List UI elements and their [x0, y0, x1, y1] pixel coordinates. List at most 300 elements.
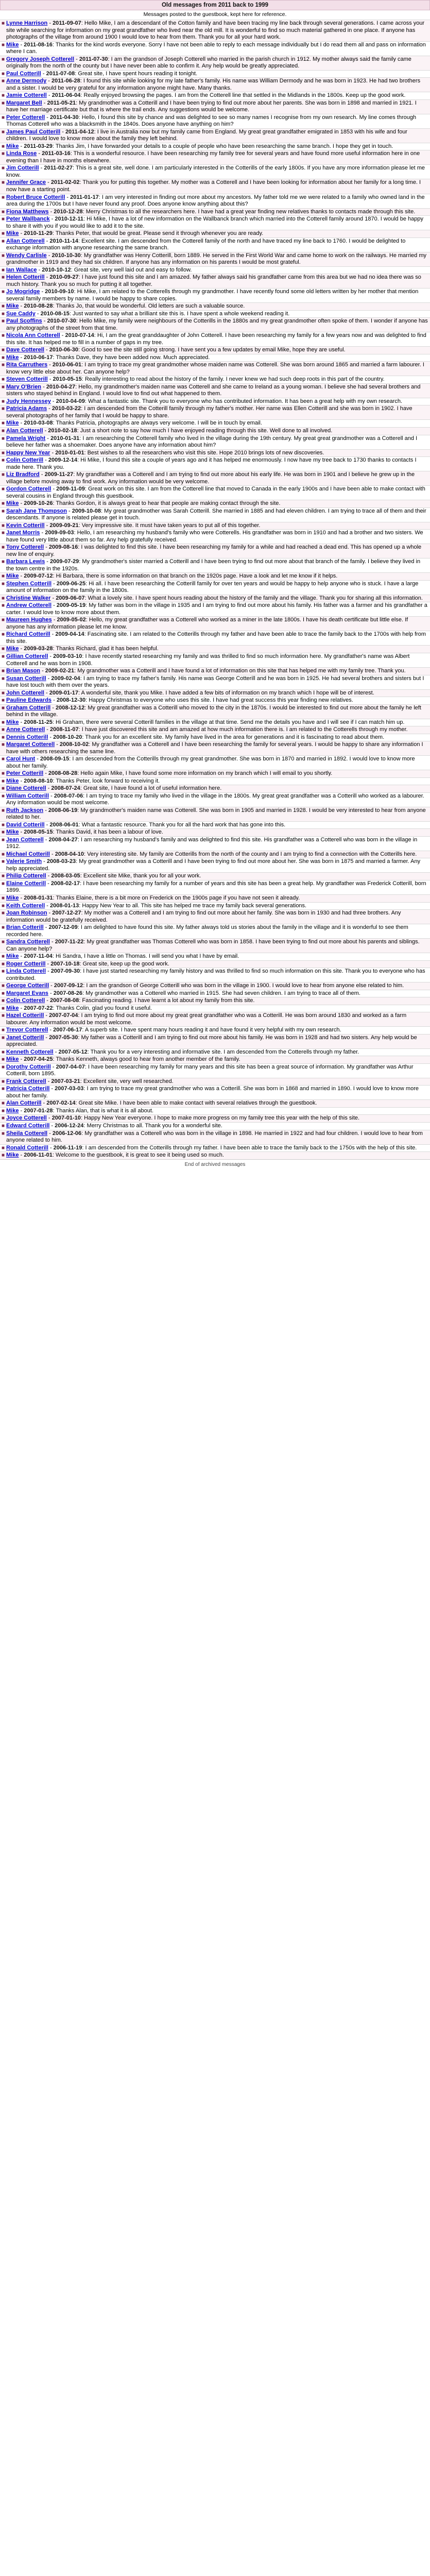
message-author-link[interactable]: Hazel Cotterill	[6, 1012, 44, 1019]
message-text-block: Graham Cotterill - 2008-12-12: My great grandfather was a Cotterill who moved to the city in the 1870s. I would be interested to find out more about the family he left behind in the village.	[6, 704, 421, 718]
message-date: 2008-04-27	[48, 836, 78, 843]
message-entry	[0, 953, 430, 960]
message-entry	[0, 354, 430, 362]
message-date: 2009-04-14	[55, 631, 84, 638]
message-author-link[interactable]: John Cotterell	[6, 689, 44, 696]
message-author-link[interactable]: Linda Cotterell	[6, 968, 46, 975]
message-date: 2011-09-07	[53, 20, 81, 27]
message-entry	[0, 1005, 430, 1012]
message-text-block: Rita Carruthers - 2010-06-01: I am trying to trace my great grandmother whose maiden name was Cotterell. She was born around 1865 and married a farm labourer. I know very little else about her. Can anyone help?	[6, 362, 424, 375]
message-text-block: Kevin Cotterill - 2009-09-21: Very impressive site. It must have taken years to put all of this together.	[6, 522, 261, 529]
message-date: 2008-10-02	[59, 741, 89, 748]
message-text-block: Trevor Cotterell - 2007-06-17: A superb site. I have spent many hours reading it and have found it very helpful with my own research.	[6, 1027, 341, 1033]
message-text-block: Linda Cotterell - 2007-09-30: I have just started researching my family history and was thrilled to find so much information on this site. Thank you to everyone who has contributed.	[6, 968, 425, 981]
message-author-link[interactable]: Linda Rose	[6, 150, 37, 157]
bullet-icon: ■	[1, 1108, 5, 1114]
message-text-block: Helen Cotterill - 2010-09-27: I have just found this site and I am amazed. My father always said his grandfather came from this area but we had no idea there was so much history. Thank you so much for putting it all together.	[6, 274, 421, 287]
message-author-link[interactable]: Tony Cotterell	[6, 544, 44, 551]
message-body: I live in Australia now but my family came from England. My great great grandfather emigrated in 1853 with his wife and four children. I would love to know more about the family they left behind.	[6, 128, 407, 142]
message-date: 2008-09-15	[40, 756, 70, 762]
message-author-link[interactable]: Sandra Cotterell	[6, 939, 50, 945]
message-body: Hi Barbara, there is some information on that branch on the 1920s page. Have a look and let me know if it helps.	[56, 573, 338, 580]
bullet-icon: ■	[1, 384, 5, 390]
message-body: My grandfather was a Cotterell who was born in the village in 1898. He married in 1922 and had four children. I would love to hear from anyone related to him.	[6, 1130, 423, 1144]
bullet-icon: ■	[1, 1078, 5, 1084]
message-date: 2010-03-22	[51, 405, 81, 412]
message-author-link[interactable]: Mary O'Brien	[6, 383, 42, 390]
message-date: 2010-06-17	[24, 354, 53, 361]
message-date: 2011-01-17	[70, 194, 99, 200]
message-author-link[interactable]: Joyce Cotterell	[6, 1115, 47, 1122]
message-body: My grandmother was a Cotterell who married in 1915. She had seven children. I am trying to trace all of them.	[85, 990, 360, 996]
message-entry	[0, 631, 430, 645]
message-date: 2010-01-31	[50, 435, 80, 442]
message-entry	[0, 208, 430, 216]
message-body: Just wanted to say what a brilliant site this is. I have spent a whole weekend reading it.	[73, 310, 290, 317]
message-author-link[interactable]: Patricia Adams	[6, 405, 47, 412]
message-author-link[interactable]: Roger Cotterill	[6, 960, 46, 967]
message-author-link[interactable]: Joan Robinson	[6, 910, 47, 917]
message-date: 2008-08-28	[48, 770, 78, 777]
message-body: I was delighted to find this site. I have been researching my family for a while and had reached a dead end. This has opened up a whole new line of enquiry.	[6, 544, 422, 557]
message-author-link[interactable]: Mike	[6, 1107, 19, 1114]
message-body: Hi Sandra, I have a little on Thomas. I will send you what I have by email.	[56, 953, 239, 960]
message-date: 2011-02-02	[50, 179, 80, 186]
message-author-link[interactable]: Mike	[6, 500, 19, 507]
message-text-block: Jim Cotterill - 2011-02-27: This is a great site, well done. I am particularly interested in the Cotterills of the early 1800s. If you have any more information please let me know.	[6, 165, 425, 178]
message-date: 2007-11-22	[55, 939, 84, 945]
message-date: 2011-03-29	[24, 143, 53, 149]
message-entry	[0, 274, 430, 288]
message-body: Hi all. I have been researching the Cotterill family for over ten years and would be happy to help anyone who is stuck. I have a large amount of information on the family in the 1800s.	[6, 580, 419, 594]
message-author-link[interactable]: Kenneth Cotterell	[6, 1048, 54, 1055]
message-entry	[0, 924, 430, 938]
message-date: 2009-11-27	[44, 471, 74, 478]
message-text-block: Paul Scoffins - 2010-07-30: Hello Mike, my family were neighbours of the Cotterills in the 1880s and my great grandmother often spoke of them. I wonder if anyone has any photographs of the street from that time.	[6, 318, 428, 331]
message-date: 2009-10-26	[24, 500, 53, 507]
message-text-block: Kenneth Cotterell - 2007-05-12: Thank you for a very interesting and informative site. I am descended from the Cotterells through my father.	[6, 1048, 359, 1055]
message-entry	[0, 968, 430, 982]
message-date: 2009-11-09	[56, 486, 85, 493]
message-author-link[interactable]: Anne Cotterell	[6, 726, 45, 733]
bullet-icon: ■	[1, 632, 5, 638]
message-author-link[interactable]: Valerie Smith	[6, 858, 42, 865]
message-author-link[interactable]: Kevin Cotterill	[6, 522, 45, 529]
message-date: 2010-06-30	[49, 347, 79, 353]
message-entry	[0, 653, 430, 667]
message-date: 2009-06-07	[56, 595, 85, 601]
bullet-icon: ■	[1, 333, 5, 339]
message-date: 2009-09-03	[45, 530, 74, 536]
bullet-icon: ■	[1, 289, 5, 295]
message-author-link[interactable]: Mike	[6, 829, 19, 836]
message-entry	[0, 1122, 430, 1130]
message-author-link[interactable]: Steven Cotterill	[6, 376, 48, 383]
message-text-block: Maureen Hughes - 2009-05-02: Hello, my great grandfather was a Cotterell who worked as a miner in the late 1800s. I have his death certificate but little else. If anyone has any information please let me know.	[6, 617, 408, 630]
bullet-icon: ■	[1, 1123, 5, 1129]
message-author-link[interactable]: Dorothy Cotterill	[6, 1063, 51, 1070]
message-date: 2008-07-24	[51, 785, 80, 792]
message-body: I am trying to trace my great grandmother who was a Cotterill. She was born in 1868 and married in 1890. I would love to know more about her family.	[6, 1086, 419, 1099]
message-author-link[interactable]: Pamela Wright	[6, 435, 46, 442]
message-entry	[0, 741, 430, 755]
message-author-link[interactable]: Anne Dermody	[6, 78, 47, 84]
message-author-link[interactable]: Paul Cotterill	[6, 70, 41, 77]
message-author-link[interactable]: Janet Cotterill	[6, 1034, 44, 1041]
message-body: Thanks Alan, that is what it is all about.	[56, 1107, 153, 1114]
message-entry	[0, 143, 430, 150]
message-author-link[interactable]: Barbara Lewis	[6, 558, 45, 565]
message-date: 2007-09-12	[54, 982, 83, 989]
message-body: Very impressive site. It must have taken years to put all of this together.	[81, 522, 261, 529]
message-author-link[interactable]: Happy New Year	[6, 449, 50, 456]
message-body: My grandfather was Henry Cotterill, born 1889. He served in the First World War and came home to work on the railways. He married my grandmother in 1919 and they had six children. If anyone has any information on his parents I would be most grateful.	[6, 252, 427, 266]
bullet-icon: ■	[1, 719, 5, 725]
bullet-icon: ■	[1, 311, 5, 317]
message-entry	[0, 1151, 430, 1159]
bullet-icon: ■	[1, 573, 5, 580]
message-entry	[0, 164, 430, 179]
message-entry	[0, 500, 430, 507]
bullet-icon: ■	[1, 42, 5, 48]
message-author-link[interactable]: Ronald Cotterill	[6, 1144, 48, 1151]
message-author-link[interactable]: Ruth Jackson	[6, 807, 44, 814]
message-author-link[interactable]: Colin Cotterell	[6, 997, 45, 1004]
message-entry	[0, 266, 430, 274]
message-date: 2007-06-17	[53, 1027, 82, 1033]
message-entry	[0, 982, 430, 990]
message-author-link[interactable]: Mike	[6, 354, 19, 361]
message-author-link[interactable]: Susan Cotterill	[6, 675, 46, 682]
message-body: Hi Graham, there were several Cotterill families in the village at that time. Send me the details you have and I will see if I can match him up.	[56, 719, 405, 725]
message-entry	[0, 507, 430, 522]
message-entry	[0, 238, 430, 252]
message-author-link[interactable]: Diane Cotterell	[6, 785, 46, 792]
bullet-icon: ■	[1, 559, 5, 565]
message-entry	[0, 1114, 430, 1122]
message-author-link[interactable]: Judy Hennessey	[6, 398, 51, 404]
message-author-link[interactable]: Margaret Evans	[6, 990, 48, 996]
bullet-icon: ■	[1, 1035, 5, 1041]
message-author-link[interactable]: Carol Hunt	[6, 756, 36, 762]
message-text-block: Richard Cotterill - 2009-04-14: Fascinating site. I am related to the Cotterills through my father and have been able to trace the family back to the 1700s with help from this site.	[6, 631, 426, 645]
message-author-link[interactable]: Mike	[6, 41, 19, 48]
message-entry	[0, 616, 430, 631]
message-date: 2009-07-12	[24, 573, 53, 580]
bullet-icon: ■	[1, 71, 5, 77]
message-author-link[interactable]: Colin Cotterill	[6, 457, 44, 464]
message-body: Happy New Year everyone. I hope to make more progress on my family tree this year with the help of this site.	[84, 1115, 360, 1122]
message-date: 2010-12-28	[54, 208, 83, 215]
message-body: My grandmother's maiden name was Cotterell. She was born in 1905 and married in 1928. I would be very interested to hear from anyone related to her.	[6, 807, 426, 821]
message-body: Thank you for a very interesting and informative site. I am descended from the Cotterells through my father.	[90, 1048, 359, 1055]
message-text-block: Carol Hunt - 2008-09-15: I am descended from the Cotterills through my great grandmother. She was born in 1870 and married in 1892. I would love to know more about her family.	[6, 756, 415, 769]
message-entry	[0, 1026, 430, 1034]
bullet-icon: ■	[1, 428, 5, 434]
message-text-block: Pamela Wright - 2010-01-31: I am researching the Cotterell family who lived in the village during the 19th century. My great great grandmother was a Cotterell and I believe her father was a shoemaker. Does anyone have any information about him?	[6, 435, 418, 449]
message-author-link[interactable]: Mike	[6, 895, 19, 901]
message-entry	[0, 179, 430, 193]
message-body: My father was born in the village in 1935 and I am trying to find out more about his family. His father was a farmer and his grandfather a carter. I would love to know more about them.	[6, 602, 427, 616]
message-author-link[interactable]: Jamie Cotterell	[6, 92, 47, 99]
bullet-icon: ■	[1, 793, 5, 799]
message-author-link[interactable]: Brian Cotterill	[6, 924, 44, 931]
message-text-block: Anne Cotterell - 2008-11-07: I have just discovered this site and am amazed at how much information there is. I am related to the Cotterells through my mother.	[6, 726, 408, 733]
message-author-link[interactable]: Edward Cotterill	[6, 1122, 50, 1129]
message-author-link[interactable]: David Cotterill	[6, 821, 45, 828]
message-text-block: Lynne Harrison - 2011-09-07: Hello Mike, I am a descendant of the Cotton family and have been tracing my line back through several generations. I came across your site while searching for information on my great grandfather who lived near the old mill. It is wonderful to find so much material gathered in one place. If anyone has photographs of the village from around 1900 I would love to hear from them. Thank you for all your hard work.	[6, 20, 425, 41]
message-author-link[interactable]: Trevor Cotterell	[6, 1027, 48, 1033]
bullet-icon: ■	[1, 778, 5, 784]
message-author-link[interactable]: Gordon Cotterell	[6, 486, 51, 493]
bullet-icon: ■	[1, 910, 5, 917]
message-entry	[0, 310, 430, 318]
message-text-block: George Cotterill - 2007-09-12: I am the grandson of George Cotterill who was born in the village in 1900. I would love to hear from anyone else related to him.	[6, 982, 404, 989]
message-author-link[interactable]: Maureen Hughes	[6, 617, 52, 623]
message-author-link[interactable]: Mike	[6, 1056, 19, 1063]
message-author-link[interactable]: Stephen Cotterill	[6, 580, 52, 587]
message-author-link[interactable]: Paul Scoffins	[6, 318, 42, 325]
message-date: 2008-02-17	[50, 880, 80, 887]
message-author-link[interactable]: Gillian Cotterell	[6, 653, 48, 659]
message-body: Very interesting site. My family are Cotterills from the north of the county and I am trying to find a connection with the Cotterills here.	[87, 851, 417, 857]
message-text-block: Mike - 2009-03-28: Thanks Richard, glad it has been helpful.	[6, 646, 159, 652]
message-author-link[interactable]: Dave Cotterell	[6, 347, 44, 353]
message-author-link[interactable]: Mike	[6, 420, 19, 427]
message-author-link[interactable]: Margaret Cotterell	[6, 741, 55, 748]
message-text-block: Barbara Lewis - 2009-07-29: My grandmother's sister married a Cotterill and I have been trying to find out more about that branch of the family. I believe they lived in the town centre in the 1920s.	[6, 558, 421, 572]
message-author-link[interactable]: Frank Cotterell	[6, 1078, 46, 1084]
message-entry	[0, 302, 430, 310]
message-author-link[interactable]: Andrew Cotterell	[6, 602, 52, 609]
message-entry	[0, 821, 430, 829]
message-author-link[interactable]: Wendy Carlisle	[6, 252, 47, 259]
message-entry	[0, 529, 430, 544]
message-author-link[interactable]: Michael Cotterill	[6, 851, 50, 857]
message-body: I am delighted to have found this site. My father always told us stories about the family in the village and it is wonderful to see them recorded here.	[6, 924, 408, 938]
message-author-link[interactable]: Patricia Cotterill	[6, 1086, 50, 1092]
bullet-icon: ■	[1, 727, 5, 733]
message-body: What a fantastic resource. Thank you for all the hard work that has gone into this.	[81, 821, 286, 828]
message-body: I am trying to trace my family who lived in the village in the 1800s. My great great grandfather was a Cotterill who worked as a labourer. Any information would be most welcome.	[6, 792, 424, 806]
message-author-link[interactable]: William Cotterill	[6, 792, 49, 799]
message-author-link[interactable]: Mike	[6, 1152, 19, 1159]
message-text-block: Mike - 2008-05-15: Thanks David, it has been a labour of love.	[6, 829, 163, 836]
message-body: Excellent site Mike, thank you for all your work.	[83, 873, 201, 879]
message-text-block: Jean Cotterell - 2008-04-27: I am researching my husband's family and was delighted to find this site. His grandfather was a Cotterell who was born in the village in 1912.	[6, 836, 418, 850]
bullet-icon: ■	[1, 238, 5, 244]
message-body: This is a wonderful resource. I have been researching my family tree for several years and have found more useful information here in one evening than I have in months elsewhere.	[6, 150, 420, 164]
message-text-block: Gregory Joseph Cotterell - 2011-07-30: I am the grandson of Joseph Cotterell who married in the parish church in 1912. My mother always said the family came originally from the north of the county but I have never been able to confirm it. Any help would be greatly appreciated.	[6, 56, 411, 70]
message-list	[0, 20, 430, 1159]
message-author-link[interactable]: Mike	[6, 573, 19, 580]
message-author-link[interactable]: Brian Mason	[6, 668, 41, 674]
message-author-link[interactable]: Jennifer Grace	[6, 179, 46, 186]
message-text-block: Hazel Cotterill - 2007-07-04: I am trying to find out more about my great great grandfather who was a Cotterill. He was born around 1830 and worked as a farm labourer. Any information would be most welcome.	[6, 1012, 407, 1026]
message-text-block: Sandra Cotterell - 2007-11-22: My great grandfather was Thomas Cotterell who was born in 1858. I have been trying to find out more about his parents and siblings. Can anyone help?	[6, 939, 420, 952]
message-body: Thank you for putting this together. My mother was a Cotterell and I have been looking for information about her family for a long time. I now have a starting point.	[6, 179, 421, 193]
message-entry	[0, 456, 430, 471]
message-date: 2011-08-16	[24, 41, 53, 48]
message-body: Thanks Patricia, photographs are always very welcome. I will be in touch by email.	[56, 420, 262, 427]
bullet-icon: ■	[1, 1130, 5, 1137]
message-date: 2008-12-12	[55, 704, 85, 711]
message-text-block: Mike - 2010-06-17: Thanks Dave, they have been added now. Much appreciated.	[6, 354, 210, 361]
message-author-link[interactable]: Graham Cotterill	[6, 704, 51, 711]
message-body: Welcome to the guestbook, it is great to see it being used so much.	[56, 1152, 224, 1159]
message-entry	[0, 215, 430, 230]
message-author-link[interactable]: Jo Mogridge	[6, 289, 40, 295]
message-body: Hi Mike, I am related to the Cotterells through my grandmother. I have recently found some old letters written by her mother that mention several family members by name. I would be happy to share copies.	[6, 289, 419, 302]
message-author-link[interactable]: Ian Wallace	[6, 266, 37, 273]
message-body: My grandfather was a Cotterell and I have been researching the family for several years. I would be happy to share any information I have with others researching the same line.	[6, 741, 423, 755]
message-entry	[0, 471, 430, 485]
message-author-link[interactable]: Mike	[6, 777, 19, 784]
message-author-link[interactable]: Mike	[6, 303, 19, 310]
message-date: 2010-01-01	[55, 449, 84, 456]
message-text-block: Happy New Year - 2010-01-01: Best wishes to all the researchers who visit this site. Hope 2010 brings lots of new discoveries.	[6, 449, 324, 456]
message-text-block: Mike - 2009-07-12: Hi Barbara, there is some information on that branch on the 1920s page. Have a look and let me know if it helps.	[6, 573, 338, 580]
message-date: 2007-10-18	[50, 960, 80, 967]
message-text-block: Judy Hennessey - 2010-04-09: What a fantastic site. Thank you to everyone who has contributed information. It has been a great help with my own research.	[6, 398, 403, 404]
message-body: I am the grandson of Joseph Cotterell who married in the parish church in 1912. My mother always said the family came originally from the north of the county but I have never been able to confirm it. Any help would be greatly appreciated.	[6, 56, 411, 70]
message-text-block: Ruth Jackson - 2008-06-19: My grandmother's maiden name was Cotterell. She was born in 1905 and married in 1928. I would be very interested to hear from anyone related to her.	[6, 807, 426, 821]
message-date: 2010-11-14	[49, 238, 79, 244]
message-author-link[interactable]: Helen Cotterill	[6, 274, 45, 281]
message-author-link[interactable]: Elaine Cotterill	[6, 880, 46, 887]
message-body: What a fantastic site. Thank you to everyone who has contributed information. It has been a great help with my own research.	[88, 398, 403, 404]
message-author-link[interactable]: Fiona Matthews	[6, 208, 49, 215]
message-date: 2006-11-19	[53, 1144, 82, 1151]
message-author-link[interactable]: Philip Cotterell	[6, 873, 46, 879]
message-date: 2010-08-28	[24, 303, 53, 310]
message-author-link[interactable]: Peter Cotterell	[6, 114, 45, 121]
message-author-link[interactable]: Pauline Edwards	[6, 697, 52, 704]
message-author-link[interactable]: Margaret Bell	[6, 99, 42, 106]
message-date: 2009-09-21	[49, 522, 79, 529]
message-entry	[0, 128, 430, 143]
message-author-link[interactable]: Robert Bruce Cotterill	[6, 194, 65, 200]
message-author-link[interactable]: Alan Cotterell	[6, 428, 43, 434]
message-author-link[interactable]: Jim Cotterill	[6, 165, 39, 172]
message-date: 2011-07-30	[79, 56, 108, 62]
message-text-block: Jo Mogridge - 2010-09-10: Hi Mike, I am related to the Cotterells through my grandmother. I have recently found some old letters written by her mother that mention several family members by name. I would be happy to share copies.	[6, 289, 419, 302]
message-author-link[interactable]: Jean Cotterell	[6, 836, 44, 843]
message-date: 2009-02-04	[51, 675, 80, 682]
message-author-link[interactable]: Lynne Harrison	[6, 20, 48, 27]
bullet-icon: ■	[1, 545, 5, 551]
message-text-block: Philip Cotterell - 2008-03-05: Excellent site Mike, thank you for all your work.	[6, 873, 201, 879]
message-text-block: Roger Cotterill - 2007-10-18: Great site, keep up the good work.	[6, 960, 169, 967]
message-author-link[interactable]: Sue Caddy	[6, 310, 36, 317]
bullet-icon: ■	[1, 1115, 5, 1122]
message-author-link[interactable]: Peter Wallbanck	[6, 216, 50, 223]
message-entry	[0, 960, 430, 968]
bullet-icon: ■	[1, 646, 5, 652]
bullet-icon: ■	[1, 954, 5, 960]
message-text-block: Mike - 2007-11-04: Hi Sandra, I have a little on Thomas. I will send you what I have by email.	[6, 953, 239, 960]
message-author-link[interactable]: Peter Cotterill	[6, 770, 44, 777]
message-author-link[interactable]: Mike	[6, 230, 19, 237]
message-text-block: Mary O'Brien - 2010-04-27: Hello, my grandmother's maiden name was Cotterell and she came to Ireland as a young woman. I believe she had several brothers and sisters who stayed behind in England. I would love to find out what happened to them.	[6, 383, 421, 397]
message-text-block: Linda Rose - 2011-03-16: This is a wonderful resource. I have been researching my family tree for several years and have found more useful information here in one evening than I have in months elsewhere.	[6, 150, 420, 164]
bullet-icon: ■	[1, 457, 5, 464]
message-author-link[interactable]: Mike	[6, 719, 19, 725]
message-author-link[interactable]: Dennis Cotterill	[6, 734, 48, 740]
message-author-link[interactable]: Sheila Cotterell	[6, 1130, 48, 1137]
message-date: 2010-04-09	[56, 398, 85, 404]
message-text-block: Sarah Jane Thompson - 2009-10-08: My great grandmother was Sarah Cotterill. She married in 1885 and had eleven children. I am trying to trace all of them and their descendants. If anyone is related please get in touch.	[6, 507, 426, 521]
message-text-block: Edward Cotterill - 2006-12-24: Merry Christmas to all. Thank you for a wonderful site.	[6, 1122, 222, 1129]
message-body: I am trying to trace my father's family. His name was George Cotterill and he was born in 1925. He had several brothers and sisters but I have lost touch with them over the years.	[6, 675, 424, 689]
message-body: Thanks Jim, I have forwarded your details to a couple of people who have been researching the same branch. I hope they get in touch.	[55, 143, 393, 149]
message-author-link[interactable]: Mike	[6, 143, 19, 149]
message-author-link[interactable]: Mike	[6, 1005, 19, 1011]
message-text-block: Margaret Evans - 2007-08-26: My grandmother was a Cotterell who married in 1915. She had seven children. I am trying to trace all of them.	[6, 990, 360, 996]
message-text-block: Mike - 2008-01-31: Thanks Elaine, there is a bit more on Frederick on the 1900s page if you have not seen it already.	[6, 895, 300, 901]
message-entry	[0, 1012, 430, 1026]
message-body: My great grandfather was Thomas Cotterell who was born in 1858. I have been trying to find out more about his parents and siblings. Can anyone help?	[6, 939, 420, 952]
message-text-block: Ronald Cotterill - 2006-11-19: I am descended from the Cotterills through my father. I have been able to trace the family back to the 1750s with the help of this site.	[6, 1144, 417, 1151]
message-author-link[interactable]: Christine Walker	[6, 595, 51, 601]
message-text-block: Alan Cotterill - 2007-02-14: Great site Mike. I have been able to make contact with several relatives through the guestbook.	[6, 1100, 317, 1107]
message-text-block: Peter Cotterell - 2011-04-30: Hello, I found this site by chance and was delighted to see so many names I recognise from my own research. My line comes through Thomas Cotterell who was a blacksmith in the 1840s. Does anyone have anything on him?	[6, 114, 417, 128]
message-body: I am trying to trace my great grandmother whose maiden name was Cotterell. She was born around 1865 and married a farm labourer. I know very little else about her. Can anyone help?	[6, 362, 424, 375]
message-text-block: Nicola Ann Cotterell - 2010-07-14: Hi, I am the great granddaughter of John Cotterell. I have been researching my family for a few years now and was delighted to find this site. It has helped me to fill in a number of gaps in my tree.	[6, 332, 426, 346]
message-entry	[0, 1099, 430, 1107]
message-date: 2009-05-02	[57, 617, 86, 623]
message-author-link[interactable]: Mike	[6, 646, 19, 652]
message-author-link[interactable]: Richard Cotterill	[6, 631, 50, 638]
message-author-link[interactable]: Mike	[6, 953, 19, 960]
message-body: My grandmother was a Cotterill and I have found a lot of information on this site that has helped me with my family tree. Thank you.	[77, 668, 406, 674]
message-date: 2010-07-30	[47, 318, 76, 325]
message-author-link[interactable]: George Cotterill	[6, 982, 49, 989]
message-author-link[interactable]: Nicola Ann Cotterell	[6, 332, 60, 339]
message-author-link[interactable]: Janet Morris	[6, 530, 40, 536]
bullet-icon: ■	[1, 742, 5, 748]
message-date: 2008-10-20	[53, 734, 82, 740]
message-date: 2008-03-05	[51, 873, 80, 879]
message-text-block: Allan Cotterell - 2010-11-14: Excellent site. I am descended from the Cotterell family of the north and have traced my line back to 1760. I would be delighted to exchange information with anyone researching the same branch.	[6, 238, 406, 251]
message-date: 2009-03-28	[24, 646, 53, 652]
message-body: I am researching my husband's family and was delighted to find this site. His grandfather was a Cotterell who was born in the village in 1912.	[6, 836, 418, 850]
message-body: My grandmother's sister married a Cotterill and I have been trying to find out more about that branch of the family. I believe they lived in the town centre in the 1920s.	[6, 558, 421, 572]
message-author-link[interactable]: Sarah Jane Thompson	[6, 507, 67, 514]
message-text-block: Alan Cotterell - 2010-02-18: Just a short note to say how much I have enjoyed reading through this site. Well done to all involved.	[6, 428, 333, 434]
bullet-icon: ■	[1, 303, 5, 310]
bullet-icon: ■	[1, 786, 5, 792]
message-date: 2011-04-30	[49, 114, 79, 121]
message-entry	[0, 398, 430, 405]
message-text-block: Mike - 2007-01-28: Thanks Alan, that is what it is all about.	[6, 1107, 153, 1114]
message-date: 2010-04-27	[46, 383, 76, 390]
message-text-block: Frank Cotterell - 2007-03-21: Excellent site, very well researched.	[6, 1078, 174, 1084]
message-text-block: James Paul Cotterill - 2011-04-12: I live in Australia now but my family came from England. My great great grandfather emigrated in 1853 with his wife and four children. I would love to know more about the family they left behind.	[6, 128, 407, 142]
message-text-block: Sue Caddy - 2010-08-15: Just wanted to say what a brilliant site this is. I have spent a whole weekend reading it.	[6, 310, 290, 317]
message-author-link[interactable]: Liz Bradford	[6, 471, 40, 478]
message-author-link[interactable]: James Paul Cotterill	[6, 128, 61, 135]
message-author-link[interactable]: Keith Cotterell	[6, 902, 45, 909]
message-author-link[interactable]: Allan Cotterell	[6, 238, 45, 244]
message-author-link[interactable]: Alan Cotterill	[6, 1100, 42, 1107]
message-body: Thanks Jo, that would be wonderful. Old letters are such a valuable source.	[56, 303, 245, 310]
message-body: Really enjoyed browsing the pages. I am from the Cotterell line that settled in the Midlands in the 1800s. Keep up the good work.	[83, 92, 406, 99]
message-author-link[interactable]: Gregory Joseph Cotterell	[6, 56, 75, 62]
message-body: Good to see the site still going strong. I have sent you a few updates by email Mike, hope they are useful.	[81, 347, 346, 353]
message-author-link[interactable]: Rita Carruthers	[6, 362, 48, 368]
message-entry	[0, 449, 430, 457]
